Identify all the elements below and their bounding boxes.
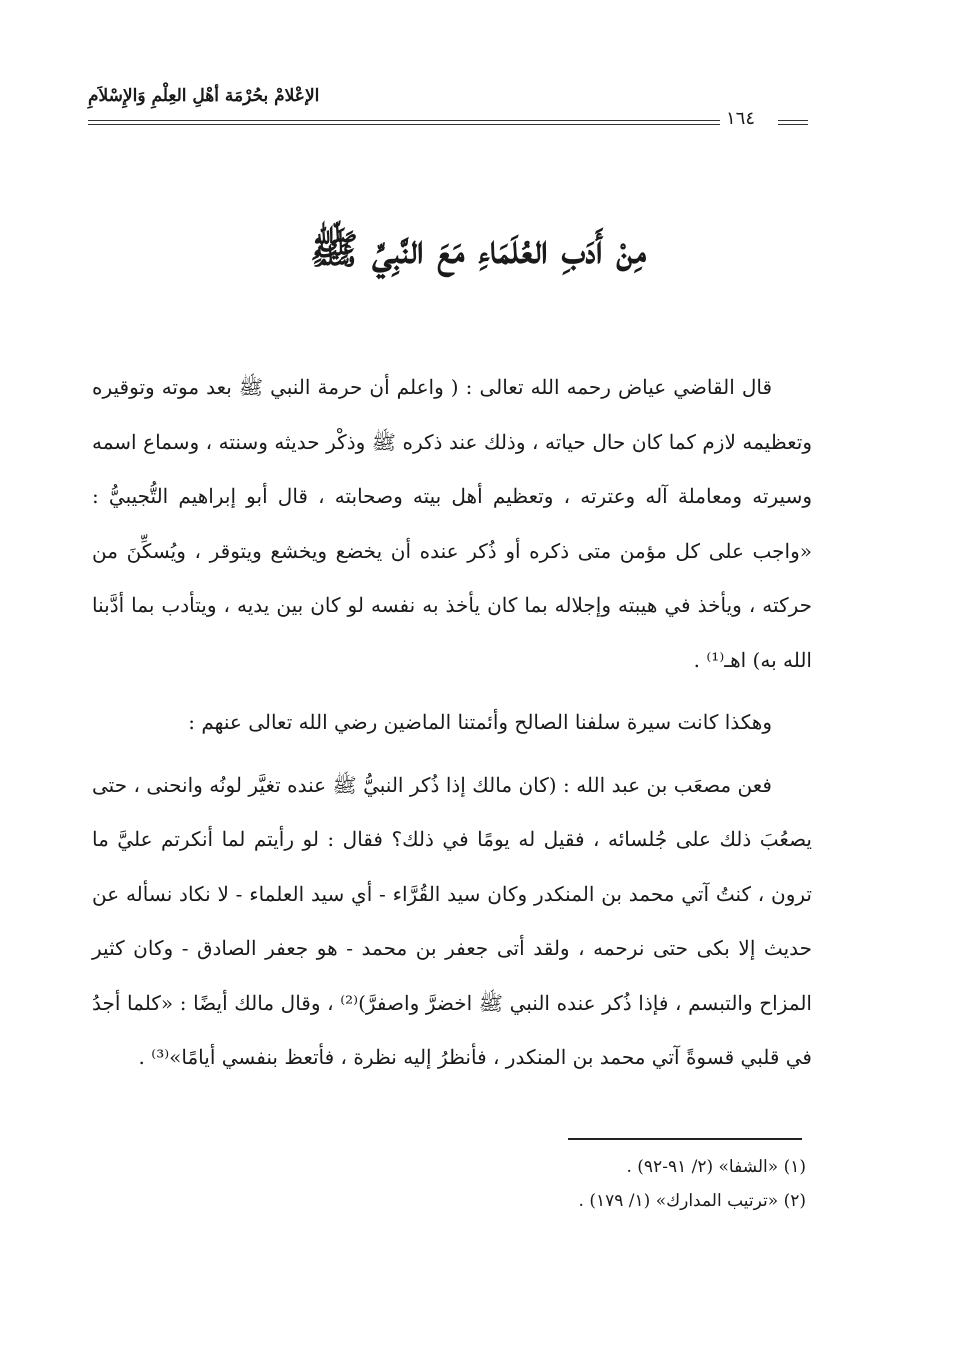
paragraph-salaf-intro: وهكذا كانت سيرة سلفنا الصالح وأئمتنا الماضين رضي الله تعالى عنهم : bbox=[188, 710, 772, 734]
page-number-rule bbox=[778, 120, 808, 125]
footnote-2: (٢) «ترتيب المدارك» (١/ ١٧٩) . bbox=[578, 1191, 806, 1211]
page-number: ١٦٤ bbox=[726, 108, 756, 129]
chapter-heading: مِنْ أَدَبِ العُلَمَاءِ مَعَ النَّبِيِّ ﷺ bbox=[309, 226, 647, 273]
paragraph-musab-malik: فعن مصعَب بن عبد الله : (كان مالك إذا ذُكر النبيُّ ﷺ عنده تغيَّر لونُه وانحنى ، حتى يصعُبَ ذلك على جُلسائه ، فقيل له يومًا في ذلك؟ فقال : لو رأيتم لما أنكرتم عليَّ ما ترون ، كنتُ آتي محمد بن المنكدر وكان سيد القُرَّاء - أي سيد العلماء - لا نكاد نسأله عن حديث إلا بكى حتى نرحمه ، ولقد أتى جعفر بن محمد - هو جعفر الصادق - وكان كثير المزاح والتبسم ، فإذا ذُكر عنده النبي ﷺ اخضرَّ واصفرَّ)⁽²⁾ ، وقال مالك أيضًا : «كلما أجدُ في قلبي قسوةً آتي محمد بن المنكدر ، فأنظرُ إليه نظرة ، فأتعظ بنفسي أيامًا»⁽³⁾ . bbox=[92, 772, 812, 1069]
footnotes bbox=[420, 1150, 806, 1218]
paragraph-qadi-iyad: قال القاضي عياض رحمه الله تعالى : ( واعلم أن حرمة النبي ﷺ بعد موته وتوقيره وتعظيمه لازم كما كان حال حياته ، وذلك عند ذكره ﷺ وذكْر حديثه وسنته ، وسماع اسمه وسيرته ومعاملة آله وعترته ، وتعظيم أهل بيته وصحابته ، قال أبو إبراهيم التُّجيبيُّ : «واجب على كل مؤمن متى ذكره أو ذُكر عنده أن يخضع ويخشع ويتوقر ، ويُسكِّنَ من حركته ، ويأخذ في هيبته وإجلاله بما كان يأخذ به نفسه لو كان بين يديه ، ويتأدب بما أدَّبنا الله به) اهـ⁽¹⁾ . bbox=[92, 375, 812, 672]
footnote-1: (١) «الشفا» (٢/ ٩١-٩٢) . bbox=[626, 1157, 806, 1177]
running-header bbox=[88, 80, 808, 129]
body-text bbox=[92, 360, 812, 1085]
footnote-separator bbox=[568, 1138, 802, 1140]
book-title: الإعْلامْ بحُرْمَة أهْلِ العِلْمِ وَالإِسْلاَمِ bbox=[88, 86, 320, 106]
header-rule bbox=[88, 120, 720, 125]
